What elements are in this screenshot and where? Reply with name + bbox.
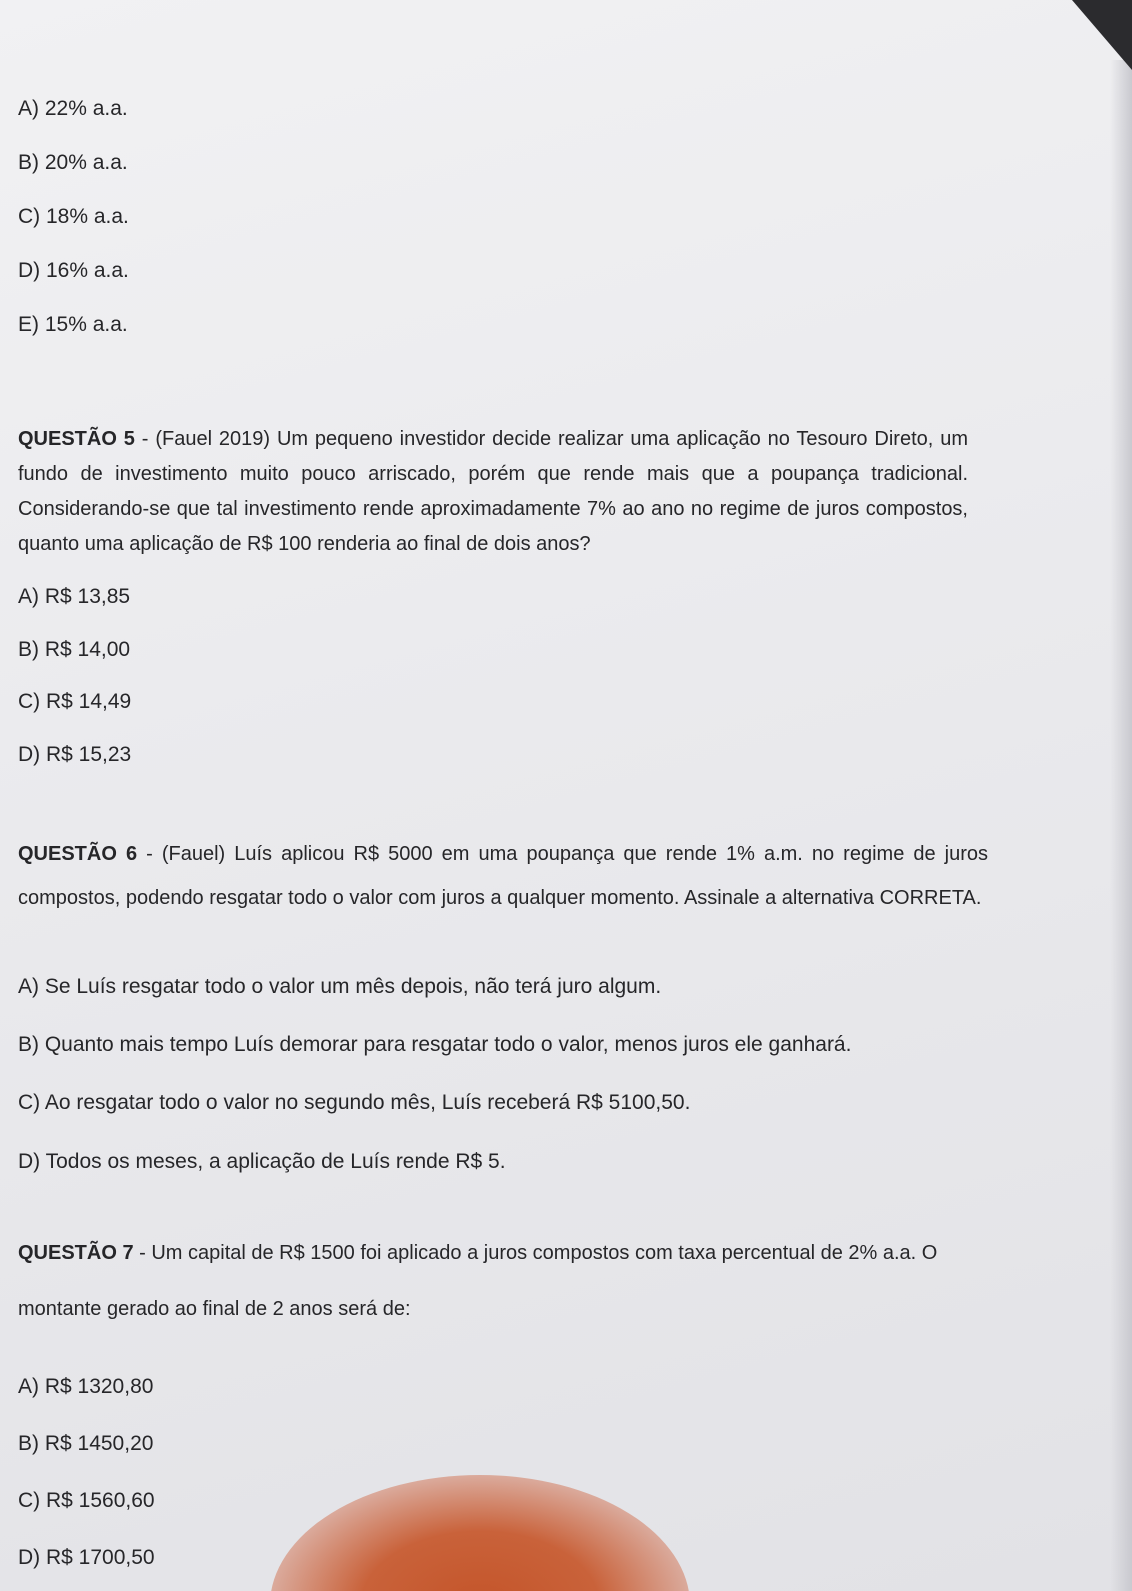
q6-option-c: C) Ao resgatar todo o valor no segundo mês, Luís receberá R$ 5100,50.	[18, 1091, 691, 1114]
question-6-body: - (Fauel) Luís aplicou R$ 5000 em uma poupança que rende 1% a.m. no regime de juros compostos, podendo resgatar todo o valor com juros a qualquer momento. Assinale a alternativa CORRETA.	[18, 843, 989, 909]
q7-option-a: A) R$ 1320,80	[18, 1375, 154, 1398]
finger-blur	[270, 1475, 690, 1591]
q5-option-d: D) R$ 15,23	[18, 743, 132, 766]
q6-option-d: D) Todos os meses, a aplicação de Luís rende R$ 5.	[18, 1150, 506, 1173]
question-5-text	[18, 422, 968, 562]
q5-option-a: A) R$ 13,85	[18, 585, 131, 608]
question-7-body: - Um capital de R$ 1500 foi aplicado a juros compostos com taxa percentual de 2% a.a. O montante gerado ao final de 2 anos será de:	[18, 1242, 938, 1320]
dark-corner-background	[1072, 0, 1132, 70]
q5-option-c: C) R$ 14,49	[18, 690, 132, 713]
question-6-text	[18, 832, 988, 920]
q4-option-c: C) 18% a.a.	[18, 205, 129, 228]
question-7-text	[18, 1225, 1003, 1337]
q4-option-e: E) 15% a.a.	[18, 313, 128, 336]
q6-option-b: B) Quanto mais tempo Luís demorar para resgatar todo o valor, menos juros ele ganhará.	[18, 1033, 852, 1056]
question-6-label: QUESTÃO 6	[18, 843, 138, 865]
question-5-label: QUESTÃO 5	[18, 428, 135, 450]
q4-option-a: A) 22% a.a.	[18, 97, 128, 120]
q4-option-b: B) 20% a.a.	[18, 151, 128, 174]
q6-option-a: A) Se Luís resgatar todo o valor um mês depois, não terá juro algum.	[18, 975, 662, 998]
q7-option-d: D) R$ 1700,50	[18, 1546, 155, 1569]
q4-option-d: D) 16% a.a.	[18, 259, 129, 282]
page-edge-shadow	[1110, 60, 1132, 1591]
question-7-label: QUESTÃO 7	[18, 1242, 134, 1264]
q7-option-c: C) R$ 1560,60	[18, 1489, 155, 1512]
q7-option-b: B) R$ 1450,20	[18, 1432, 154, 1455]
question-5-body: - (Fauel 2019) Um pequeno investidor decide realizar uma aplicação no Tesouro Direto, um fundo de investimento muito pouco arriscado, porém que rende mais que a poupança tradicional. Considerando-se que tal investimento rende aproximadamente 7% ao ano no regime de juros compostos, quanto uma aplicação de R$ 100 renderia ao final de dois anos?	[18, 428, 968, 555]
q5-option-b: B) R$ 14,00	[18, 638, 131, 661]
